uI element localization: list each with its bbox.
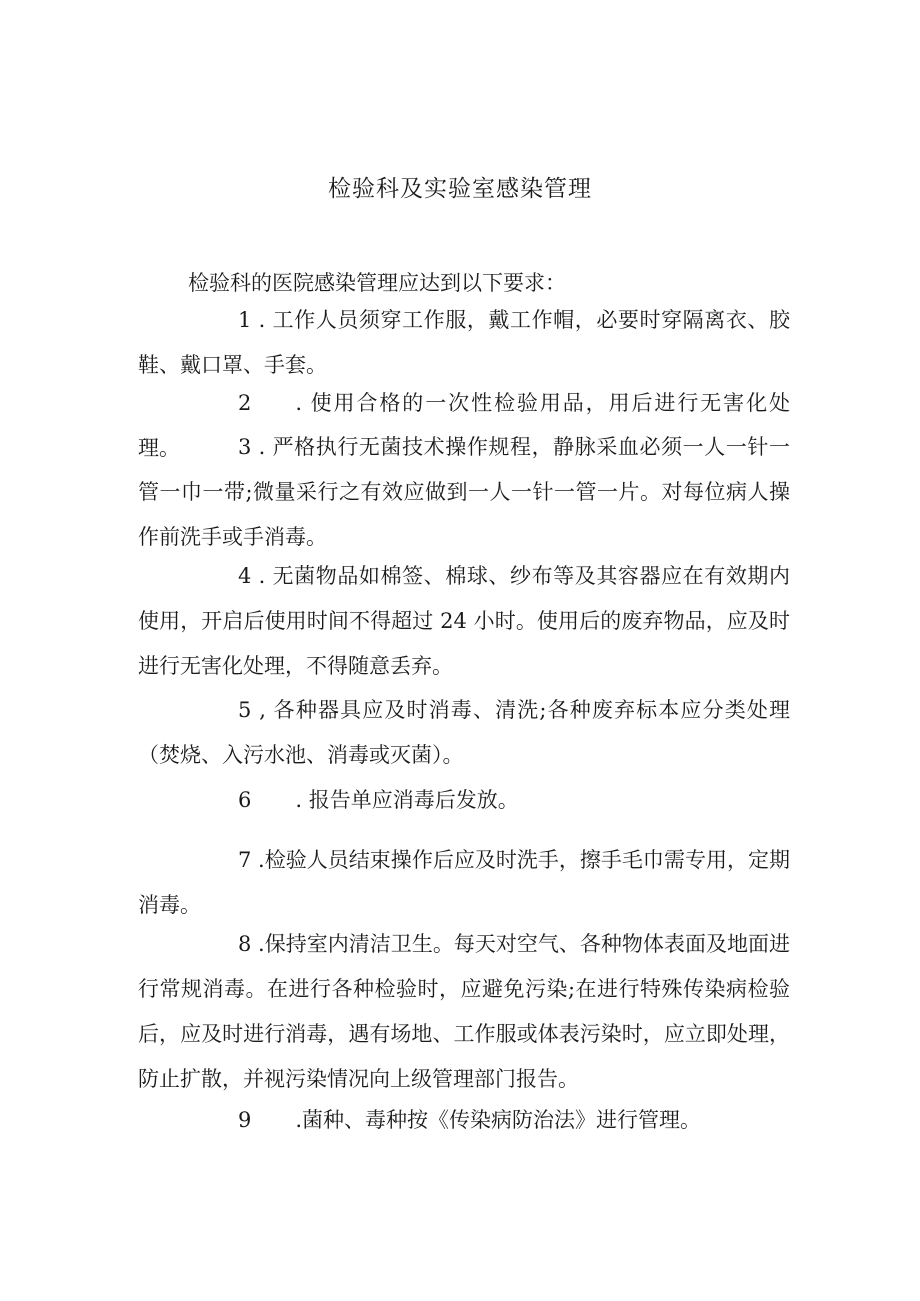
item-number: 7 [238,848,252,872]
list-item [138,425,790,560]
item-text: . 严格执行无菌技术操作规程，静脉采血必须一人一针一管一巾一带;微量采行之有效应做到一人一针一管一片。对每位病人操作前洗手或手消毒。 [138,435,790,549]
item-text: .菌种、毒种按《传染病防治法》进行管理。 [295,1108,702,1132]
list-item [138,554,790,689]
list-item [138,922,790,1102]
item-text: . 使用合格的一次性检验用品，用后进行无害化处理。 [138,391,790,460]
item-text: . 工作人员须穿工作服，戴工作帽，必要时穿隔离衣、胶鞋、戴口罩、手套。 [138,308,790,377]
item-number: 4 [238,564,252,588]
item-text: . 报告单应消毒后发放。 [295,788,519,812]
item-text: .检验人员结束操作后应及时洗手，擦手毛巾需专用，定期消毒。 [138,848,790,917]
item-number: 5 [238,698,252,722]
item-number: 8 [238,932,252,956]
item-text: .保持室内清洁卫生。每天对空气、各种物体表面及地面进行常规消毒。在进行各种检验时，应避免污染;在进行特殊传染病检验后，应及时进行消毒，遇有场地、工作服或体表污染时，应立即处理，防止扩散，并视污染情况向上级管理部门报告。 [138,932,790,1091]
item-number: 9 [238,1108,252,1132]
item-number: 1 [238,308,252,332]
item-number: 3 [238,435,252,459]
list-item [138,838,790,928]
list-item [138,1098,790,1143]
intro-text: 检验科的医院感染管理应达到以下要求： [188,271,566,295]
list-item [138,688,790,778]
item-text: , 各种器具应及时消毒、清洗;各种废弃标本应分类处理（焚烧、入污水池、消毒或灭菌）。 [138,698,790,767]
list-item [138,778,790,823]
document-title: 检验科及实验室感染管理 [328,176,592,202]
item-text: . 无菌物品如棉签、棉球、纱布等及其容器应在有效期内使用，开启后使用时间不得超过 24 小时。使用后的废弃物品，应及时进行无害化处理，不得随意丢弃。 [138,564,790,678]
list-item [138,298,790,388]
item-number: 2 [238,391,252,415]
item-number: 6 [238,788,252,812]
